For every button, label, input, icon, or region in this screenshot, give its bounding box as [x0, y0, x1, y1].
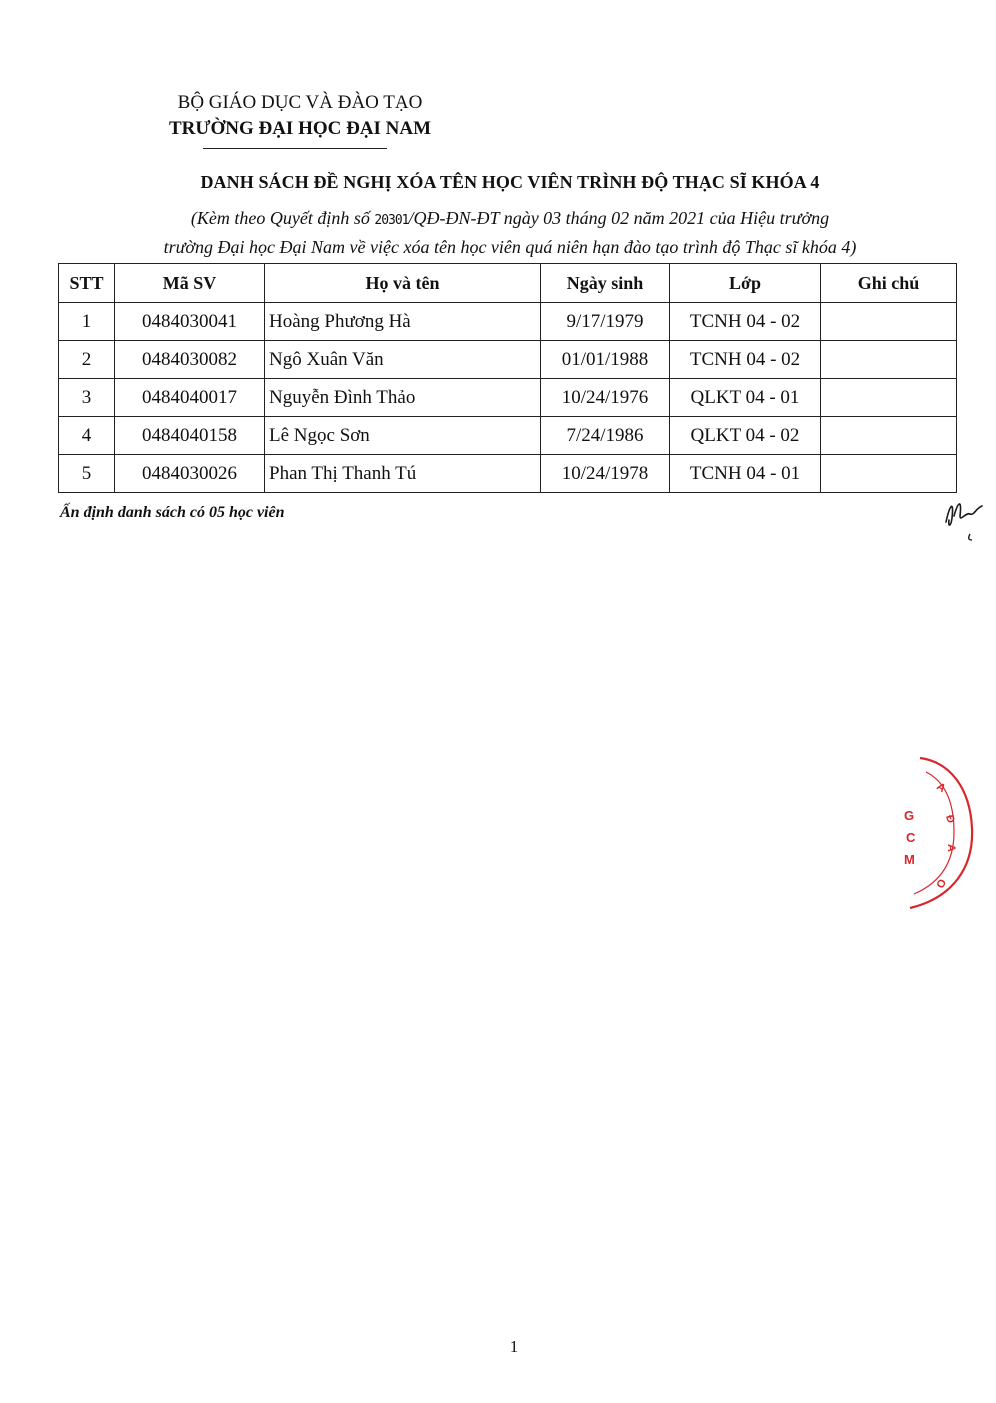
col-header-stt: STT [59, 264, 115, 303]
cell-ho-ten: Phan Thị Thanh Tú [265, 455, 541, 493]
cell-ho-ten: Ngô Xuân Văn [265, 341, 541, 379]
document-subtitle [0, 205, 996, 260]
cell-ho-ten: Nguyễn Đình Thảo [265, 379, 541, 417]
document-title: DANH SÁCH ĐỀ NGHỊ XÓA TÊN HỌC VIÊN TRÌNH ĐỘ THẠC SĨ KHÓA 4 [200, 172, 820, 192]
cell-ngay-sinh: 10/24/1976 [541, 379, 670, 417]
table-row [59, 379, 957, 417]
decision-number-handwritten: 20301 [374, 213, 409, 228]
ministry-name: BỘ GIÁO DỤC VÀ ĐÀO TẠO [177, 92, 423, 113]
cell-ngay-sinh: 9/17/1979 [541, 303, 670, 341]
subtitle-line-1 [0, 205, 996, 234]
cell-ma-sv: 0484030026 [115, 455, 265, 493]
cell-stt: 1 [59, 303, 115, 341]
cell-ma-sv: 0484030082 [115, 341, 265, 379]
table-row [59, 341, 957, 379]
table-row [59, 417, 957, 455]
cell-lop: QLKT 04 - 01 [670, 379, 821, 417]
subtitle-prefix: (Kèm theo Quyết định số [190, 208, 375, 228]
cell-ma-sv: 0484040158 [115, 417, 265, 455]
cell-ghi-chu [821, 303, 957, 341]
col-header-lop: Lớp [670, 264, 821, 303]
subtitle-line-2: trường Đại học Đại Nam về việc xóa tên học viên quá niên hạn đào tạo trình độ Thạc sĩ khóa 4) [163, 237, 857, 257]
school-name: TRƯỜNG ĐẠI HỌC ĐẠI NAM [168, 118, 432, 139]
cell-stt: 3 [59, 379, 115, 417]
stamp-letter: M [904, 852, 915, 867]
stamp-letter: A [934, 780, 948, 796]
cell-ho-ten: Lê Ngọc Sơn [265, 417, 541, 455]
col-header-ghi-chu: Ghi chú [821, 264, 957, 303]
stamp-letter: C [906, 830, 916, 845]
cell-stt: 2 [59, 341, 115, 379]
cell-ma-sv: 0484030041 [115, 303, 265, 341]
cell-ghi-chu [821, 455, 957, 493]
list-footnote: Ấn định danh sách có 05 học viên [60, 504, 285, 521]
table-header-row [59, 264, 957, 303]
cell-stt: 4 [59, 417, 115, 455]
subtitle-suffix: /QĐ-ĐN-ĐT ngày 03 tháng 02 năm 2021 của Hiệu trưởng [408, 208, 830, 228]
page-number: 1 [509, 1337, 519, 1356]
col-header-ho-ten: Họ và tên [265, 264, 541, 303]
signature-mark [936, 494, 996, 544]
stamp-letter: Đ [943, 813, 957, 825]
cell-ghi-chu [821, 341, 957, 379]
stamp-letter: O [933, 876, 948, 890]
cell-ngay-sinh: 10/24/1978 [541, 455, 670, 493]
table-row [59, 455, 957, 493]
cell-ngay-sinh: 7/24/1986 [541, 417, 670, 455]
cell-lop: TCNH 04 - 02 [670, 303, 821, 341]
col-header-ngay-sinh: Ngày sinh [541, 264, 670, 303]
stamp-letter: G [904, 808, 915, 823]
cell-ngay-sinh: 01/01/1988 [541, 341, 670, 379]
col-header-ma-sv: Mã SV [115, 264, 265, 303]
cell-lop: TCNH 04 - 02 [670, 341, 821, 379]
cell-ma-sv: 0484040017 [115, 379, 265, 417]
cell-stt: 5 [59, 455, 115, 493]
stamp-inner-ring [914, 772, 954, 894]
table-row [59, 303, 957, 341]
cell-ghi-chu [821, 379, 957, 417]
cell-lop: QLKT 04 - 02 [670, 417, 821, 455]
cell-ghi-chu [821, 417, 957, 455]
stamp-letter: A [945, 844, 957, 852]
school-underline [203, 148, 387, 149]
cell-lop: TCNH 04 - 01 [670, 455, 821, 493]
cell-ho-ten: Hoàng Phương Hà [265, 303, 541, 341]
student-table [58, 263, 957, 493]
official-seal-stamp [880, 748, 996, 918]
